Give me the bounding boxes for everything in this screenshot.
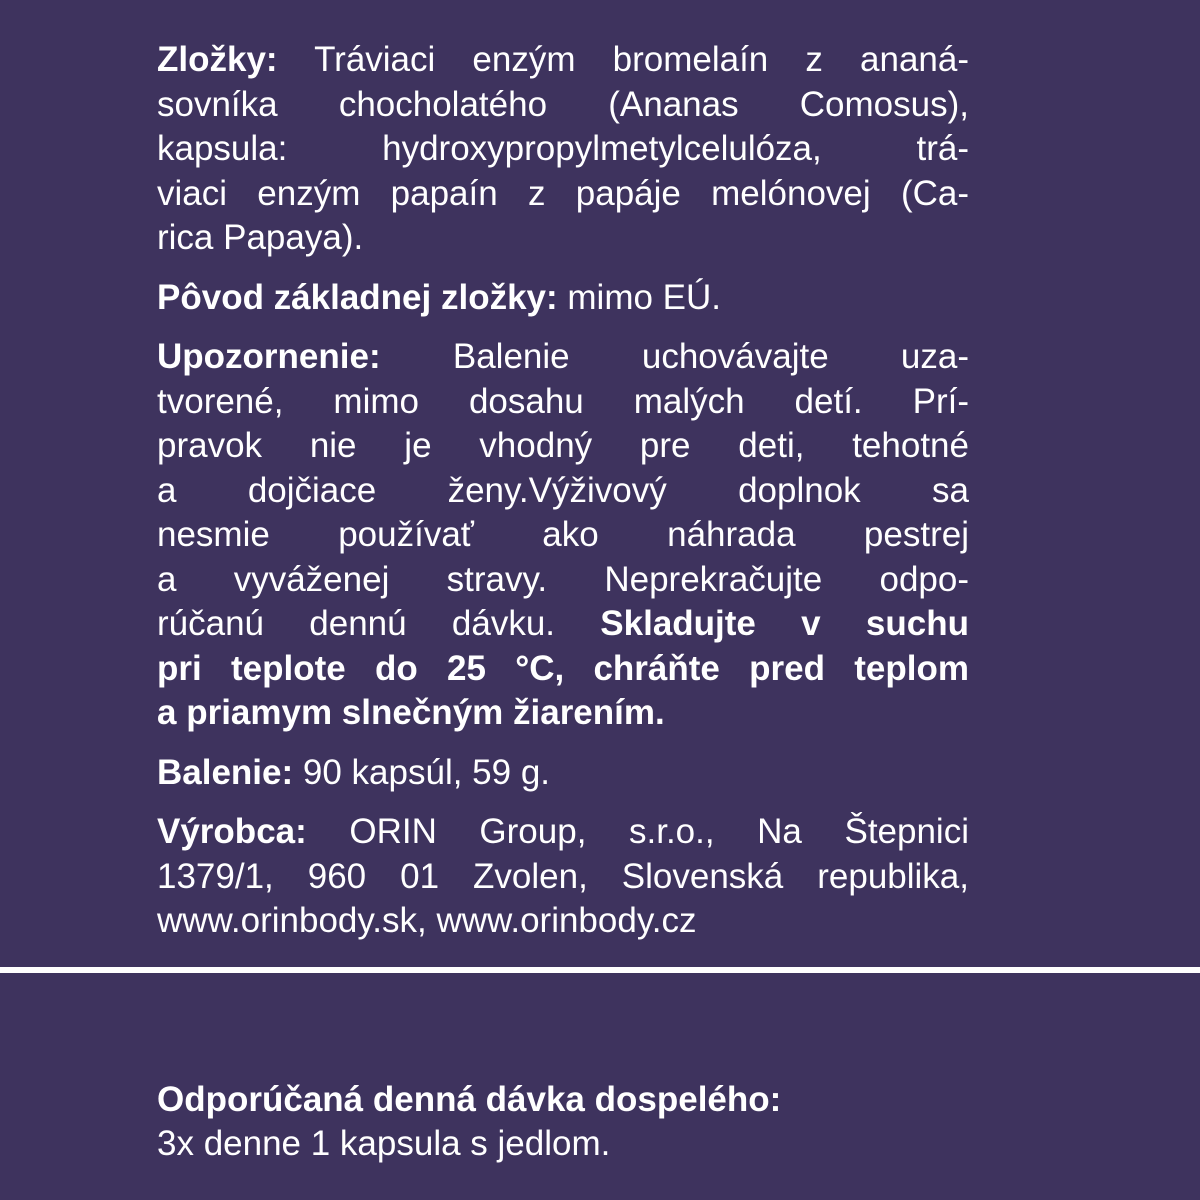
ingredients-section xyxy=(157,38,969,261)
ingredients-line-5: rica Papaya). xyxy=(157,218,364,257)
origin-value: mimo EÚ. xyxy=(567,277,722,317)
manufacturer-line-2: 1379/1, 960 01 Zvolen, Slovenská republika, xyxy=(157,856,969,896)
dosage-title: Odporúčaná denná dávka dospelého: xyxy=(157,1080,782,1119)
warning-section xyxy=(157,335,969,736)
storage-line-3: a priamym slnečným žiarením. xyxy=(157,693,665,732)
manufacturer-label: Výrobca: xyxy=(157,812,307,851)
warning-line-4: a dojčiace ženy.Výživový doplnok sa xyxy=(157,470,969,510)
storage-instructions: Skladujte v suchu xyxy=(600,604,969,643)
warning-line-7: rúčanú dennú dávku. Skladujte v suchu xyxy=(157,604,969,643)
dosage-panel xyxy=(157,1078,969,1166)
ingredients-label: Zložky: xyxy=(157,40,278,79)
ingredients-line-1: Zložky: Tráviaci enzým bromelaín z ananá- xyxy=(157,40,969,79)
origin-label: Pôvod základnej zložky: xyxy=(157,277,558,317)
ingredients-line-2: sovníka chocholatého (Ananas Comosus), xyxy=(157,84,969,124)
package-label: Balenie: xyxy=(157,752,294,792)
warning-line-6: a vyváženej stravy. Neprekračujte odpo- xyxy=(157,559,969,599)
manufacturer-line-1: Výrobca: ORIN Group, s.r.o., Na Štepnici xyxy=(157,812,969,851)
manufacturer-section xyxy=(157,810,969,944)
ingredients-line-4: viaci enzým papaín z papáje melónovej (Ca- xyxy=(157,173,969,213)
dosage-text: 3x denne 1 kapsula s jedlom. xyxy=(157,1124,611,1163)
warning-label: Upozornenie: xyxy=(157,337,381,376)
origin-section xyxy=(157,276,969,321)
warning-line-5: nesmie používať ako náhrada pestrej xyxy=(157,515,969,554)
manufacturer-line-3: www.orinbody.sk, www.orinbody.cz xyxy=(157,901,697,940)
warning-line-2: tvorené, mimo dosahu malých detí. Prí- xyxy=(157,381,969,421)
section-divider xyxy=(0,967,1200,973)
package-value: 90 kapsúl, 59 g. xyxy=(302,752,551,792)
warning-line-1: Upozornenie: Balenie uchovávajte uza- xyxy=(157,337,969,376)
package-section xyxy=(157,751,969,796)
label-text-panel xyxy=(157,38,969,959)
storage-line-2: pri teplote do 25 °C, chráňte pred teplom xyxy=(157,648,969,688)
ingredients-line-3: kapsula: hydroxypropylmetylcelulóza, trá- xyxy=(157,129,969,168)
warning-line-3: pravok nie je vhodný pre deti, tehotné xyxy=(157,426,969,465)
